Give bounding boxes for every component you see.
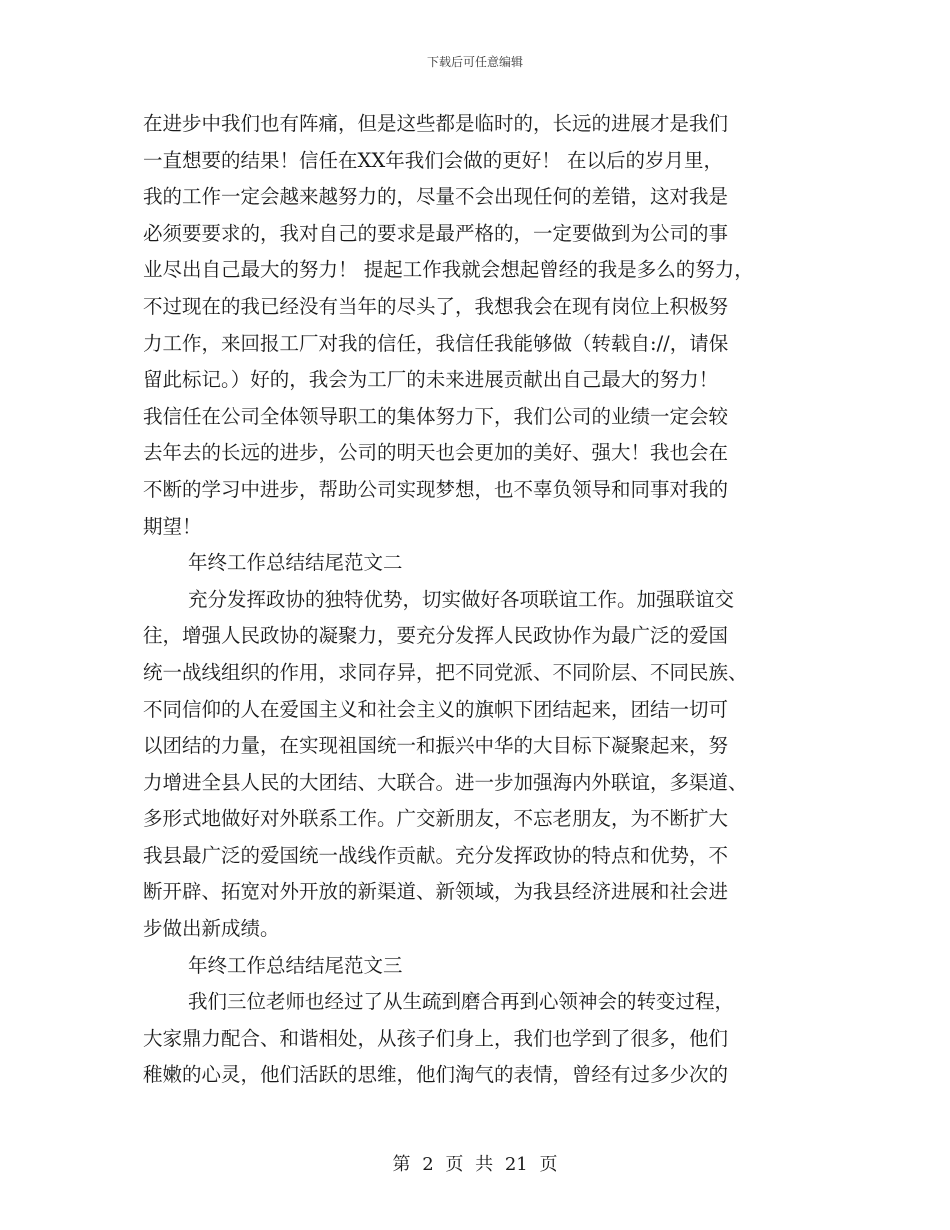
- paragraph-line: 以团结的力量，在实现祖国统一和振兴中华的大目标下凝聚起来，努: [143, 734, 729, 758]
- paragraph-line-indented: 充分发挥政协的独特优势，切实做好各项联谊工作。加强联谊交: [188, 587, 735, 611]
- paragraph-line: 断开辟、拓宽对外开放的新渠道、新领域，为我县经济进展和社会进: [143, 880, 729, 904]
- paragraph-line: 统一战线组织的作用，求同存异，把不同党派、不同阶层、不同民族、: [143, 660, 748, 684]
- paragraph-line: 留此标记。）好的，我会为工厂的未来进展贡献出自己最大的努力！: [143, 368, 719, 392]
- paragraph-line: 力增进全县人民的大团结、大联合。进一步加强海内外联谊，多渠道、: [143, 770, 748, 794]
- paragraph-line: 往，增强人民政协的凝聚力，要充分发挥人民政协作为最广泛的爱国: [143, 624, 729, 648]
- paragraph-line: 我信任在公司全体领导职工的集体努力下，我们公司的业绩一定会较: [143, 404, 729, 428]
- paragraph-line: 稚嫩的心灵，他们活跃的思维，他们淘气的表情，曾经有过多少次的: [143, 1063, 729, 1087]
- paragraph-line: 不断的学习中进步，帮助公司实现梦想，也不辜负领导和同事对我的: [143, 477, 729, 501]
- paragraph-line: 大家鼎力配合、和谐相处，从孩子们身上，我们也学到了很多，他们: [143, 1026, 729, 1050]
- paragraph-line: 期望！: [143, 514, 202, 538]
- paragraph-line: 去年去的长远的进步，公司的明天也会更加的美好、强大！我也会在: [143, 441, 729, 465]
- paragraph-line-indented: 我们三位老师也经过了从生疏到磨合再到心领神会的转变过程，: [188, 990, 735, 1014]
- paragraph-line: 不同信仰的人在爱国主义和社会主义的旗帜下团结起来，团结一切可: [143, 697, 729, 721]
- paragraph-line: 一直想要的结果！信任在XX年我们会做的更好！ 在以后的岁月里，: [143, 148, 723, 172]
- paragraph-line: 业尽出自己最大的努力！ 提起工作我就会想起曾经的我是多么的努力，: [143, 258, 754, 282]
- paragraph-line-indented: 年终工作总结结尾范文二: [188, 551, 403, 575]
- paragraph-line: 步做出新成绩。: [143, 917, 280, 941]
- paragraph-line: 我县最广泛的爱国统一战线作贡献。充分发挥政协的特点和优势，不: [143, 843, 729, 867]
- page-number-footer: 第 2 页 共 21 页: [392, 1154, 558, 1175]
- document-body: [143, 106, 815, 1094]
- page-header-note: 下载后可任意编辑: [426, 55, 523, 69]
- paragraph-line: 我的工作一定会越来越努力的，尽量不会出现任何的差错，这对我是: [143, 185, 729, 209]
- paragraph-line: 必须要要求的，我对自己的要求是最严格的，一定要做到为公司的事: [143, 221, 729, 245]
- paragraph-line: 多形式地做好对外联系工作。广交新朋友，不忘老朋友，为不断扩大: [143, 807, 729, 831]
- paragraph-line: 在进步中我们也有阵痛，但是这些都是临时的，长远的进展才是我们: [143, 112, 729, 135]
- paragraph-line: 力工作，来回报工厂对我的信任，我信任我能够做（转载自://，请保: [143, 331, 729, 355]
- paragraph-line: 不过现在的我已经没有当年的尽头了，我想我会在现有岗位上积极努: [143, 294, 729, 318]
- paragraph-line-indented: 年终工作总结结尾范文三: [188, 953, 403, 977]
